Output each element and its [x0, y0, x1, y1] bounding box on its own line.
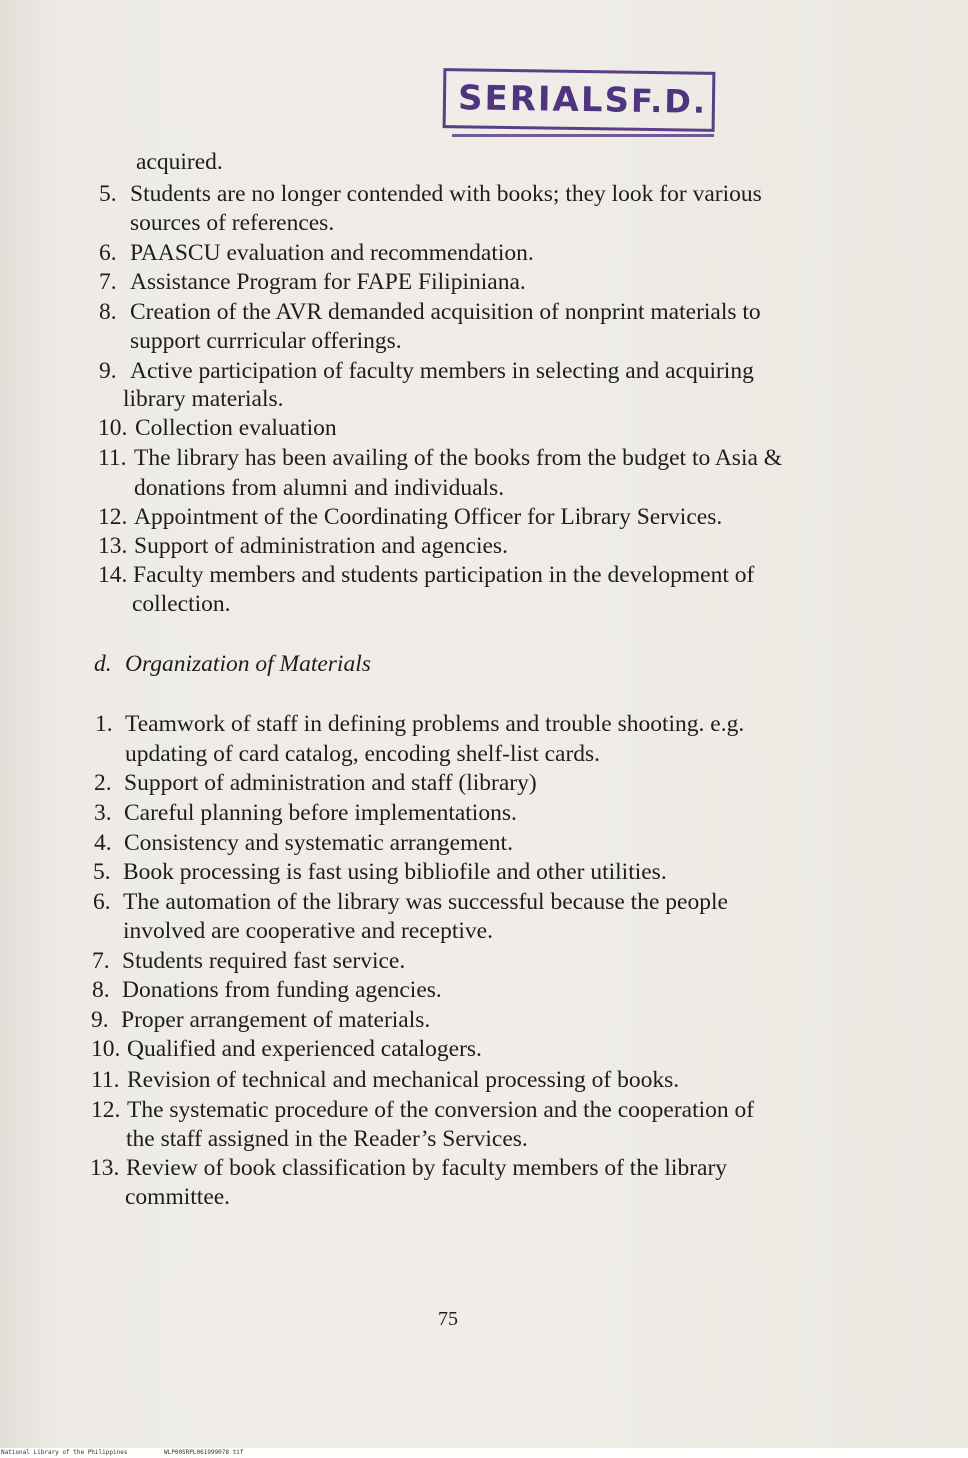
list-item-number: 2.	[94, 770, 112, 796]
footer-filename: WLP00SRPL061999078 tif	[164, 1449, 244, 1456]
list-item-number: 6.	[93, 889, 111, 915]
list-item-text: sources of references.	[130, 210, 335, 236]
list-item-number: 11.	[98, 445, 127, 471]
scan-footer	[0, 1448, 968, 1458]
section-letter: d.	[94, 651, 112, 677]
list-item-number: 10.	[98, 415, 128, 441]
list-item-text: committee.	[125, 1184, 231, 1210]
list-item-text: Active participation of faculty members in selecting and acquiring	[130, 358, 754, 384]
list-item-text: support currricular offerings.	[130, 328, 402, 354]
list-item-number: 4.	[94, 830, 112, 856]
list-item-number: 8.	[99, 299, 117, 325]
list-item-text: Appointment of the Coordinating Officer for Library Services.	[134, 504, 723, 530]
stamp-word-serials: SERIALS	[457, 78, 632, 121]
serials-stamp	[443, 68, 716, 132]
section-heading	[94, 650, 112, 678]
list-item-text: Proper arrangement of materials.	[121, 1007, 431, 1033]
list-item-number: 12.	[98, 504, 128, 530]
list-item-text: Donations from funding agencies.	[122, 977, 442, 1003]
list-item-number: 8.	[92, 977, 110, 1003]
page-number: 75	[438, 1308, 458, 1330]
list-item-text: Faculty members and students participation in the development of	[133, 562, 755, 588]
list-item-text: PAASCU evaluation and recommendation.	[130, 240, 534, 266]
list-item-number: 5.	[93, 859, 111, 885]
list-item-text: The systematic procedure of the conversion and the cooperation of	[127, 1097, 755, 1123]
list-item-number: 1.	[95, 711, 113, 737]
list-item-number: 3.	[94, 800, 112, 826]
list-item-number: 14.	[98, 562, 128, 588]
stamp-word-fd: F.D.	[630, 81, 708, 121]
list-item-number: 13.	[90, 1155, 120, 1181]
list-item-number: 9.	[91, 1007, 109, 1033]
list-item-text: Qualified and experienced catalogers.	[127, 1036, 482, 1062]
list-item-number: 11.	[91, 1067, 120, 1093]
list-item-text: collection.	[132, 591, 231, 617]
list-item-text: Revision of technical and mechanical processing of books.	[127, 1067, 680, 1093]
list-item-text: Support of administration and staff (library)	[124, 770, 537, 796]
stamp-underline	[452, 134, 714, 137]
list-item-number: 7.	[92, 948, 110, 974]
list-item: 5.	[99, 181, 117, 207]
section-title: Organization of Materials	[125, 651, 371, 677]
list-item-text: involved are cooperative and receptive.	[123, 918, 493, 944]
list-item-text: Careful planning before implementations.	[124, 800, 517, 826]
list-item-text: Support of administration and agencies.	[134, 533, 508, 559]
list-item-text: Collection evaluation	[135, 415, 337, 441]
list-item-text: Book processing is fast using bibliofile and other utilities.	[123, 859, 667, 885]
list-item-text: Students required fast service.	[122, 948, 406, 974]
list-item-text: Teamwork of staff in defining problems and trouble shooting. e.g.	[125, 711, 745, 737]
list-item-number: 13.	[98, 533, 128, 559]
list-item-text: Review of book classification by faculty members of the library	[126, 1155, 728, 1181]
list-item-number: 12.	[91, 1097, 121, 1123]
list-item-number: 6.	[99, 240, 117, 266]
list-item-text: Assistance Program for FAPE Filipiniana.	[130, 269, 526, 295]
list-item-text: the staff assigned in the Reader’s Services.	[126, 1126, 528, 1152]
list-item-text: donations from alumni and individuals.	[134, 475, 505, 501]
list-item-number: 9.	[99, 358, 117, 384]
list-item-text: updating of card catalog, encoding shelf-list cards.	[125, 741, 601, 767]
list-item-number: 7.	[99, 269, 117, 295]
list-item-text: Students are no longer contended with books; they look for various	[130, 181, 762, 207]
list-item-text: Consistency and systematic arrangement.	[124, 830, 513, 856]
list-item-text: Creation of the AVR demanded acquisition of nonprint materials to	[130, 299, 761, 325]
list-item-number: 10.	[91, 1036, 121, 1062]
list-item-text: library materials.	[123, 386, 284, 412]
list-item-text: The automation of the library was successful because the people	[123, 889, 728, 915]
footer-source: National Library of the Philippines	[1, 1449, 128, 1456]
list-item-text: The library has been availing of the books from the budget to Asia &	[134, 445, 783, 471]
list-item-continuation: acquired.	[136, 149, 223, 175]
